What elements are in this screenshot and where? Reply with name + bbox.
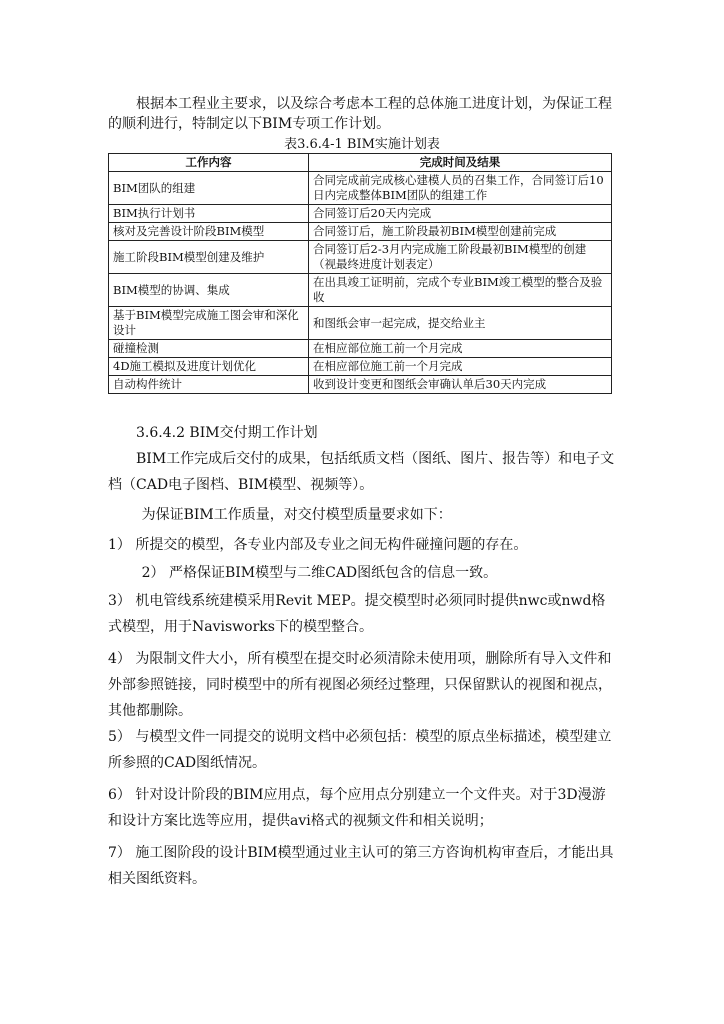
requirement-item-2: 2） 严格保证BIM模型与二维CAD图纸包含的信息一致。	[141, 565, 498, 581]
table-row	[109, 172, 612, 205]
section-heading: 3.6.4.2 BIM交付期工作计划	[136, 425, 318, 441]
table-row	[109, 241, 612, 274]
table-cell-result: 合同签订后，施工阶段最初BIM模型创建前完成	[309, 223, 612, 241]
table-cell-result: 合同完成前完成核心建模人员的召集工作，合同签订后10日内完成整体BIM团队的组建工作	[309, 172, 612, 205]
requirement-item-3: 3） 机电管线系统建模采用Revit MEP。提交模型时必须同时提供nwc或nwd格式模型，用于Navisworks下的模型整合。	[108, 593, 606, 635]
table-row	[109, 274, 612, 307]
table-cell-task: BIM模型的协调、集成	[109, 274, 309, 307]
table-caption: 表3.6.4-1 BIM实施计划表	[284, 137, 440, 152]
table-cell-task: BIM执行计划书	[109, 205, 309, 223]
table-header-row	[109, 154, 612, 172]
table-cell-result: 在相应部位施工前一个月完成	[309, 340, 612, 358]
table-cell-result: 在相应部位施工前一个月完成	[309, 358, 612, 376]
header-time-result: 完成时间及结果	[309, 154, 612, 172]
table-cell-result: 合同签订后20天内完成	[309, 205, 612, 223]
requirement-item-5: 5） 与模型文件一同提交的说明文档中必须包括：模型的原点坐标描述，模型建立所参照的CAD图纸情况。	[108, 729, 612, 771]
table-row	[109, 223, 612, 241]
table-cell-result: 收到设计变更和图纸会审确认单后30天内完成	[309, 376, 612, 394]
table-cell-task: 基于BIM模型完成施工图会审和深化设计	[109, 307, 309, 340]
requirement-item-4: 4） 为限制文件大小，所有模型在提交时必须清除未使用项，删除所有导入文件和外部参照链接，同时模型中的所有视图必须经过整理，只保留默认的视图和视点，其他都删除。	[108, 651, 612, 719]
table-cell-result: 合同签订后2-3月内完成施工阶段最初BIM模型的创建（视最终进度计划表定）	[309, 241, 612, 274]
requirement-item-7: 7） 施工图阶段的设计BIM模型通过业主认可的第三方咨询机构审查后，才能出具相关图纸资料。	[108, 845, 614, 887]
table-row	[109, 205, 612, 223]
table-cell-task: 4D施工模拟及进度计划优化	[109, 358, 309, 376]
table-cell-result: 和图纸会审一起完成，提交给业主	[309, 307, 612, 340]
table-cell-task: 碰撞检测	[109, 340, 309, 358]
bim-plan-table	[108, 153, 612, 394]
table-cell-task: 施工阶段BIM模型创建及维护	[109, 241, 309, 274]
table-row	[109, 307, 612, 340]
intro-paragraph: 根据本工程业主要求，以及综合考虑本工程的总体施工进度计划，为保证工程的顺利进行，特制定以下BIM专项工作计划。	[108, 96, 612, 132]
table-row	[109, 376, 612, 394]
table-cell-task: 自动构件统计	[109, 376, 309, 394]
table-row	[109, 340, 612, 358]
table-cell-task: BIM团队的组建	[109, 172, 309, 205]
deliverables-paragraph: BIM工作完成后交付的成果，包括纸质文档（图纸、图片、报告等）和电子文档（CAD电子图档、BIM模型、视频等）。	[108, 451, 615, 493]
header-work-content: 工作内容	[109, 154, 309, 172]
requirement-item-1: 1） 所提交的模型，各专业内部及专业之间无构件碰撞问题的存在。	[108, 537, 528, 553]
table-cell-task: 核对及完善设计阶段BIM模型	[109, 223, 309, 241]
quality-intro-paragraph: 为保证BIM工作质量，对交付模型质量要求如下：	[141, 507, 452, 523]
table-row	[109, 358, 612, 376]
table-cell-result: 在出具竣工证明前，完成个专业BIM竣工模型的整合及验收	[309, 274, 612, 307]
requirement-item-6: 6） 针对设计阶段的BIM应用点，每个应用点分别建立一个文件夹。对于3D漫游和设计方案比选等应用，提供avi格式的视频文件和相关说明；	[108, 787, 606, 829]
